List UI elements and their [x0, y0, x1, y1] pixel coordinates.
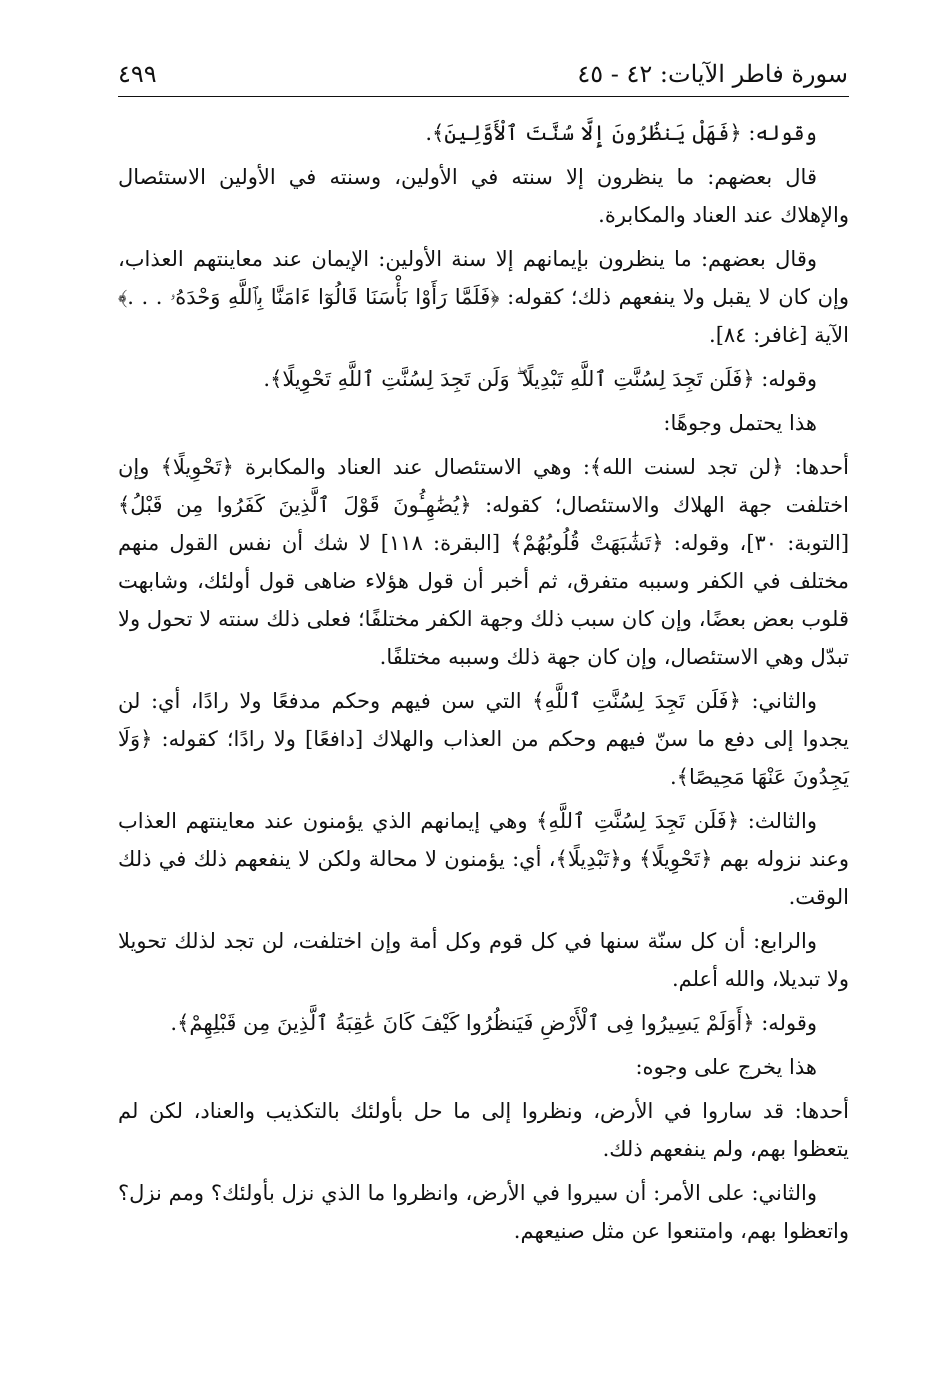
page-header — [118, 56, 848, 92]
paragraph-intro-aspects: هذا يحتمل وجوهًا: — [663, 411, 817, 435]
paragraph-aspect-4: والرابع: أن كل سنّة سنها في كل قوم وكل أمة وإن اختلفت، لن تجد لذلك تحويلا ولا تبديلا، والله أعلم. — [118, 929, 849, 991]
header-rule — [118, 96, 849, 97]
paragraph-aspect-3: والثالث: ﴿فَلَن تَجِدَ لِسُنَّتِ ٱللَّهِ﴾ وهي إيمانهم الذي يؤمنون عند معاينتهم العذاب وعند نزوله بهم ﴿تَحْوِيلًا﴾ و﴿تَبْدِيلًا﴾، أي: يؤمنون لا محالة ولكن لا ينفعهم ذلك في ذلك الوقت. — [118, 809, 849, 909]
paragraph-verse-44: وقوله: ﴿أَوَلَمْ يَسِيرُوا فِى ٱلْأَرْضِ فَيَنظُرُوا كَيْفَ كَانَ عَٰقِبَةُ ٱلَّذِينَ مِن قَبْلِهِمْ﴾. — [170, 1011, 817, 1035]
body-text — [118, 114, 849, 1256]
page-number: ٤٩٩ — [118, 60, 157, 88]
paragraph-verse-43: وقوله: ﴿فَلَن تَجِدَ لِسُنَّتِ ٱللَّهِ تَبْدِيلًا ۖ وَلَن تَجِدَ لِسُنَّتِ ٱللَّهِ تَحْوِيلًا﴾. — [263, 367, 817, 391]
paragraph-aspect-b1: أحدها: قد ساروا في الأرض، ونظروا إلى ما حل بأولئك بالتكذيب والعناد، لكن لم يتعظوا بهم، ولم ينفعهم ذلك. — [118, 1099, 849, 1161]
paragraph-commentary-2: وقال بعضهم: ما ينظرون بإيمانهم إلا سنة الأولين: الإيمان عند معاينتهم العذاب، وإن كان لا يقبل ولا ينفعهم ذلك؛ كقوله: ﴿فَلَمَّا رَأَوْا بَأْسَنَا قَالُوٓا ءَامَنَّا بِٱللَّهِ وَحْدَهُۥ . . .﴾ الآية [غافر: ٨٤]. — [118, 247, 849, 347]
paragraph-aspect-b2: والثاني: على الأمر: أن سيروا في الأرض، وانظروا ما الذي نزل بأولئك؟ ومم نزل؟ واتعظوا بهم، وامتنعوا عن مثل صنيعهم. — [118, 1181, 849, 1243]
paragraph-intro-aspects-2: هذا يخرج على وجوه: — [635, 1055, 817, 1079]
paragraph-aspect-2: والثاني: ﴿فَلَن تَجِدَ لِسُنَّتِ ٱللَّهِ﴾ التي سن فيهم وحكم مدفعًا ولا رادًا، أي: لن يجدوا إلى دفع ما سنّ فيهم وحكم من العذاب والهلاك [دافعًا] ولا رادًا؛ كقوله: ﴿وَلَا يَجِدُونَ عَنْهَا مَحِيصًا﴾. — [118, 689, 849, 789]
running-title: سورة فاطر الآيات: ٤٢ - ٤٥ — [577, 60, 848, 88]
paragraph-aspect-1: أحدها: ﴿لن تجد لسنت الله﴾: وهي الاستئصال عند العناد والمكابرة ﴿تَحْوِيلًا﴾ وإن اختلفت جهة الهلاك والاستئصال؛ كقوله: ﴿يُضَٰهِـُٔونَ قَوْلَ ٱلَّذِينَ كَفَرُوا مِن قَبْلُ﴾ [التوبة: ٣٠]، وقوله: ﴿تَشَٰبَهَتْ قُلُوبُهُمْ﴾ [البقرة: ١١٨] لا شك أن نفس القول منهم مختلف في الكفر وسببه متفرق، ثم أخبر أن قول هؤلاء ضاهى قول أولئك، وشابهت قلوب بعض بعضًا، وإن كان سبب ذلك وجهة الكفر مختلفًا؛ فعلى ذلك سنته لا تحول ولا تبدّل وهي الاستئصال، وإن كان جهة ذلك وسببه مختلفًا. — [118, 455, 850, 669]
paragraph-verse-42: وقوله: ﴿فَهَلْ يَنظُرُونَ إِلَّا سُنَّتَ ٱلْأَوَّلِينَ﴾. — [425, 121, 817, 145]
paragraph-commentary-1: قال بعضهم: ما ينظرون إلا سنته في الأولين، وسنته في الأولين الاستئصال والإهلاك عند العناد والمكابرة. — [118, 165, 849, 227]
